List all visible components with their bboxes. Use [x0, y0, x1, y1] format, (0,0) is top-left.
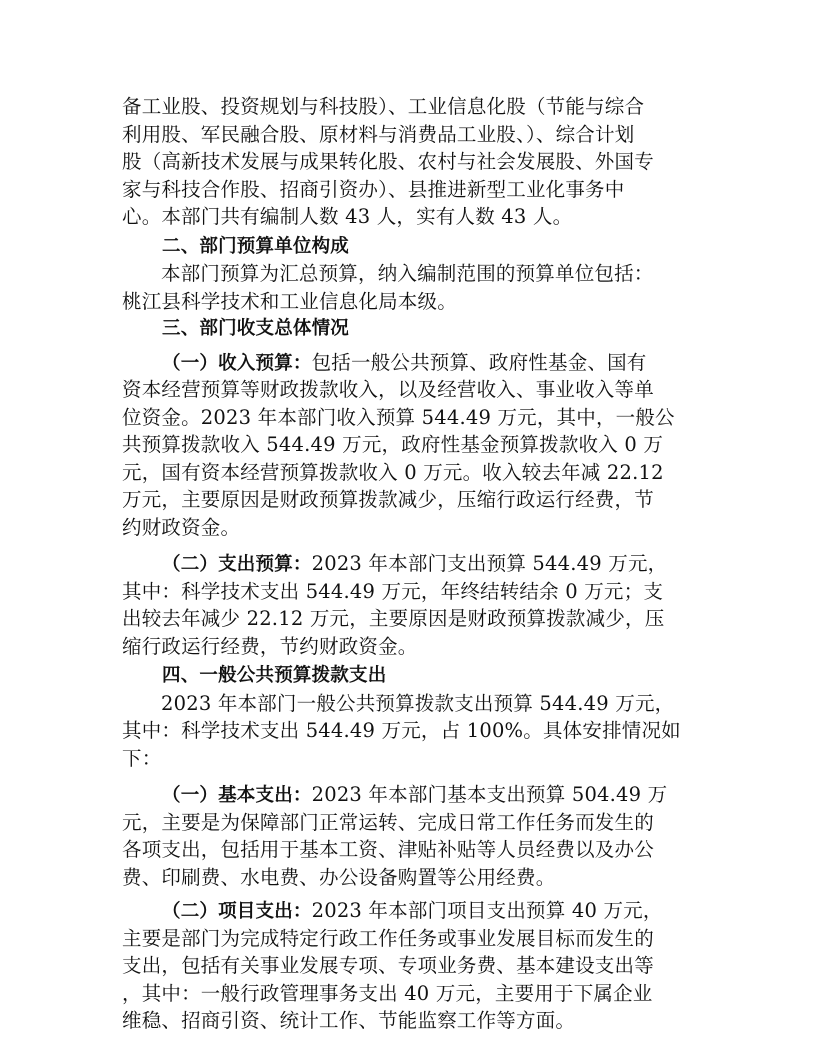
income-budget-label: （一）收入预算： — [162, 352, 312, 374]
expense-budget-paragraph — [122, 550, 702, 660]
basic-expense-text: 2023 年本部门基本支出预算 504.49 万 — [311, 783, 668, 806]
text-line: 股（高新技术发展与成果转化股、农村与社会发展股、外国专 — [122, 150, 654, 173]
text-line: 位资金。2023 年本部门收入预算 544.49 万元，其中，一般公 — [122, 405, 675, 429]
text-line: 主要是部门为完成特定行政工作任务或事业发展目标而发生的 — [122, 926, 654, 950]
project-expense-label: （二）项目支出： — [162, 901, 312, 922]
text-line — [122, 781, 702, 809]
text-line: 资本经营预算等财政拨款收入，以及经营收入、事业收入等单 — [122, 378, 654, 401]
text-line: 各项支出，包括用于基本工资、津贴补贴等人员经费以及办公 — [122, 838, 654, 861]
general-public-budget-paragraph — [122, 690, 702, 773]
text-line: 本部门预算为汇总预算，纳入编制范围的预算单位包括： — [161, 262, 654, 285]
basic-expense-paragraph — [122, 781, 702, 891]
income-budget-paragraph — [122, 349, 702, 542]
expense-budget-text: 2023 年本部门支出预算 544.49 万元， — [311, 552, 668, 575]
text-line — [122, 897, 702, 925]
text-line: 2023 年本部门一般公共预算拨款支出预算 544.49 万元， — [161, 691, 675, 715]
section-heading-general-public-budget: 四、一般公共预算拨款支出 — [162, 665, 387, 686]
document-page — [122, 93, 702, 1035]
text-line: 利用股、军民融合股、原材料与消费品工业股、）、综合计划 — [122, 122, 635, 146]
text-line — [122, 349, 702, 377]
section-heading-unit-composition: 二、部门预算单位构成 — [162, 235, 350, 257]
text-line: 维稳、招商引资、统计工作、节能监察工作等方面。 — [122, 1009, 576, 1032]
expense-budget-label: （二）支出预算： — [162, 554, 312, 575]
text-line: 元，主要是为保障部门正常运转、完成日常工作任务而发生的 — [122, 810, 654, 834]
project-expense-text: 2023 年本部门项目支出预算 40 万元， — [311, 899, 663, 922]
text-line: 约财政资金。 — [122, 515, 241, 539]
text-line: 桃江县科学技术和工业信息化局本级。 — [122, 289, 457, 313]
intro-paragraph — [122, 93, 702, 231]
text-line: 费、印刷费、水电费、办公设备购置等公用经费。 — [122, 865, 556, 889]
text-line: 家与科技合作股、招商引资办）、县推进新型工业化事务中 — [122, 177, 625, 201]
basic-expense-label: （一）基本支出： — [162, 785, 312, 806]
project-expense-paragraph — [122, 897, 702, 1035]
text-line: 其中：科学技术支出 544.49 万元，年终结转结余 0 万元；支 — [122, 579, 664, 603]
income-budget-text: 包括一般公共预算、政府性基金、国有 — [311, 350, 647, 374]
section-heading-overall-budget: 三、部门收支总体情况 — [162, 318, 350, 339]
text-line: 万元，主要原因是财政预算拨款减少，压缩行政运行经费，节 — [122, 488, 654, 511]
text-line: 出较去年减少 22.12 万元，主要原因是财政预算拨款减少，压 — [122, 607, 665, 630]
text-line: 其中：科学技术支出 544.49 万元，占 100%。具体安排情况如 — [122, 719, 681, 742]
text-line: 备工业股、投资规划与科技股）、工业信息化股（节能与综合 — [122, 95, 645, 118]
text-line: 心。本部门共有编制人数 43 人，实有人数 43 人。 — [122, 205, 573, 228]
unit-composition-paragraph — [122, 260, 702, 315]
text-line: ，其中：一般行政管理事务支出 40 万元，主要用于下属企业 — [122, 981, 653, 1005]
text-line — [122, 550, 702, 578]
text-line: 支出，包括有关事业发展专项、专项业务费、基本建设支出等 — [122, 954, 654, 977]
text-line: 下： — [122, 746, 162, 770]
text-line: 元，国有资本经营预算拨款收入 0 万元。收入较去年减 22.12 — [122, 460, 664, 484]
text-line: 共预算拨款收入 544.49 万元，政府性基金预算拨款收入 0 万 — [122, 433, 664, 456]
text-line: 缩行政运行经费，节约财政资金。 — [122, 634, 418, 658]
